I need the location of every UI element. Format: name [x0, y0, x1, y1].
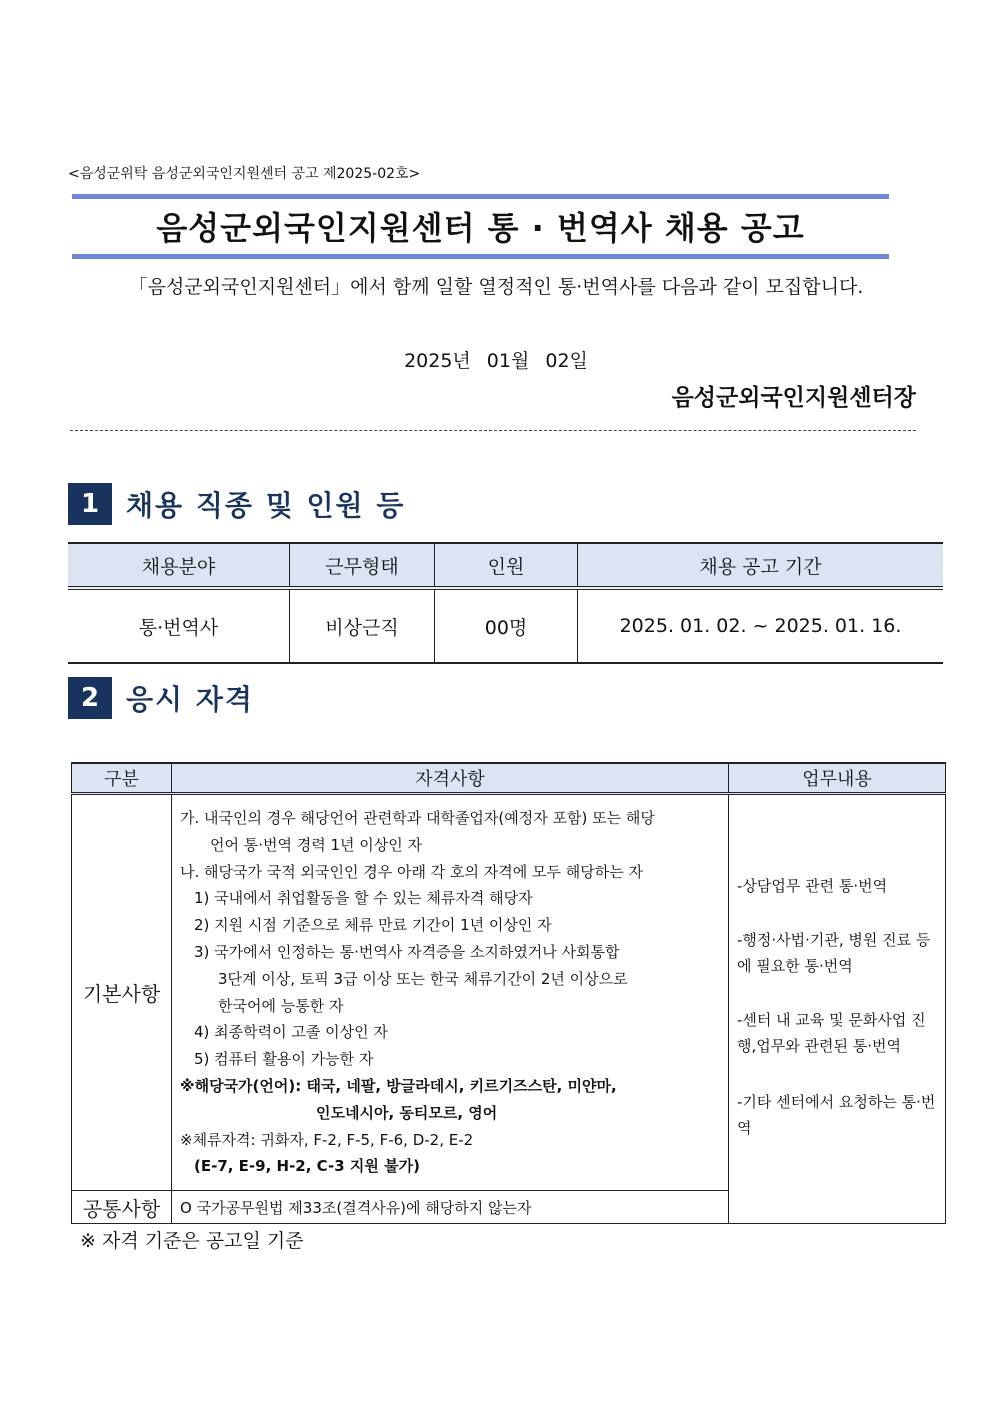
section-title: 채용 직종 및 인원 등: [126, 489, 406, 522]
requirement-line: 3) 국가에서 인정하는 통·번역사 자격증을 소지하였거나 사회통합: [194, 942, 620, 961]
footnote: ※ 자격 기준은 공고일 기준: [80, 1230, 304, 1252]
section-number: 2: [68, 677, 112, 719]
section-2-header: [68, 677, 254, 719]
section-number: 1: [68, 483, 112, 525]
notice-date: 2025년 01월 02일: [404, 350, 588, 372]
page-title: 음성군외국인지원센터 통 · 번역사 채용 공고: [156, 209, 805, 247]
requirement-line: 4) 최종학력이 고졸 이상인 자: [194, 1023, 388, 1042]
requirement-line: 3단계 이상, 토픽 3급 이상 또는 한국 체류기간이 2년 이상으로: [218, 969, 628, 988]
recruitment-table: [68, 542, 943, 664]
title-top-bar: [72, 194, 889, 199]
column-header: 근무형태: [290, 543, 435, 588]
column-header: 업무내용: [729, 763, 946, 794]
column-header: 자격사항: [172, 763, 729, 794]
table-header-row: [68, 543, 943, 588]
requirement-line: 5) 컴퓨터 활용이 가능한 자: [194, 1050, 374, 1069]
section-title: 응시 자격: [126, 683, 254, 716]
table-row: [68, 588, 943, 663]
qualification-table: [71, 762, 946, 1224]
requirement-line: 언어 통·번역 경력 1년 이상인 자: [210, 835, 423, 854]
duty-item: -상담업무 관련 통·번역: [737, 877, 888, 895]
requirement-line: 가. 내국인의 경우 해당언어 관련학과 대학졸업자(예정자 포함) 또는 해당: [180, 809, 655, 827]
notice-number: <음성군위탁 음성군외국인지원센터 공고 제2025-02호>: [68, 166, 421, 182]
common-requirement: O 국가공무원법 제33조(결격사유)에 해당하지 않는자: [172, 1191, 729, 1224]
section-1-header: [68, 483, 405, 525]
divider: [70, 430, 916, 431]
column-header: 구분: [72, 763, 172, 794]
intro-text: 「음성군외국인지원센터」에서 함께 일할 열정적인 통·번역사를 다음과 같이 모집합니다.: [128, 276, 864, 298]
column-header: 채용 공고 기간: [578, 543, 944, 588]
title-bottom-bar: [72, 254, 889, 259]
requirement-line: 2) 지원 시점 기준으로 체류 만료 기간이 1년 이상인 자: [194, 916, 552, 935]
table-cell: 비상근직: [290, 588, 435, 663]
common-label: 공통사항: [72, 1191, 172, 1224]
issuer: 음성군외국인지원센터장: [671, 384, 916, 411]
requirement-line: ※해당국가(언어): 태국, 네팔, 방글라데시, 키르기즈스탄, 미얀마,: [180, 1076, 617, 1095]
duty-item: -기타 센터에서 요청하는 통·번역: [737, 1093, 936, 1137]
duty-item: -행정·사법·기관, 병원 진료 등에 필요한 통·번역: [737, 931, 931, 975]
requirement-line: (E-7, E-9, H-2, C-3 지원 불가): [194, 1157, 420, 1176]
table-cell: 00명: [435, 588, 578, 663]
table-header-row: [72, 763, 946, 794]
column-header: 인원: [435, 543, 578, 588]
requirement-line: 나. 해당국가 국적 외국인인 경우 아래 각 호의 자격에 모두 해당하는 자: [180, 862, 643, 881]
requirement-line: ※체류자격: 귀화자, F-2, F-5, F-6, D-2, E-2: [180, 1130, 474, 1149]
requirement-line: 1) 국내에서 취업활동을 할 수 있는 체류자격 해당자: [194, 889, 533, 908]
requirement-line: 한국어에 능통한 자: [218, 996, 344, 1015]
duties-cell: [729, 794, 946, 1224]
basic-label: 기본사항: [72, 794, 172, 1191]
duty-item: -센터 내 교육 및 문화사업 진행,업무와 관련된 통·번역: [737, 1011, 926, 1055]
table-row: [72, 794, 946, 1191]
column-header: 채용분야: [68, 543, 290, 588]
table-cell: 2025. 01. 02. ~ 2025. 01. 16.: [578, 588, 944, 663]
table-cell: 통·번역사: [68, 588, 290, 663]
requirement-line: 인도네시아, 동티모르, 영어: [316, 1103, 498, 1122]
basic-requirements: [172, 794, 729, 1191]
